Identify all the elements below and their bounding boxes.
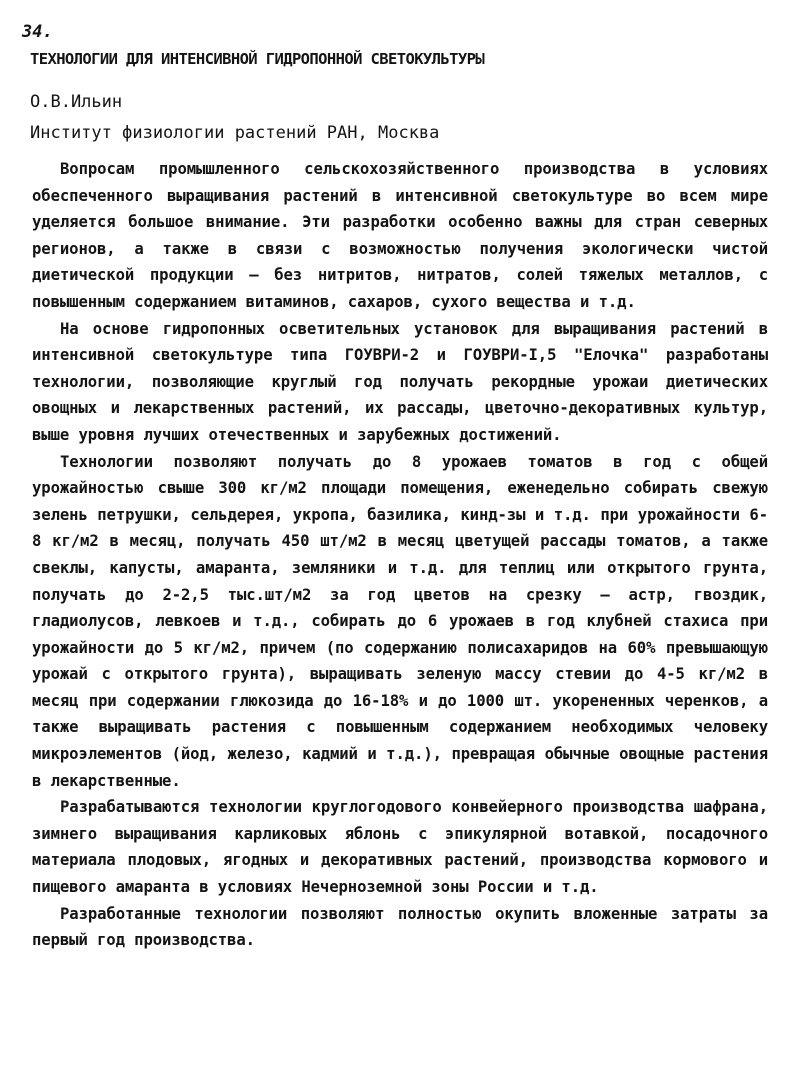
paragraph: Разрабатываются технологии круглогодового конвейерного производства шафрана, зимнего выращивания карликовых яблонь с эпикулярной вотавкой, посадочного материала плодовых, ягодных и декоративных растений, производства кормового и пищевого амаранта в условиях Нечерноземной зоны России и т.д. [32,798,768,897]
page-number: 34. [22,22,53,42]
article-title: ТЕХНОЛОГИИ ДЛЯ ИНТЕНСИВНОЙ ГИДРОПОННОЙ СВЕТОКУЛЬТУРЫ [30,50,485,68]
paragraph: Технологии позволяют получать до 8 урожаев томатов в год с общей урожайностью свыше 300 кг/м2 площади помещения, еженедельно собирать свежую зелень петрушки, сельдерея, укропа, базилика, кинд-зы и т.д. при урожайности 6-8 кг/м2 в месяц, получать 450 шт/м2 в месяц цветущей рассады томатов, а также свеклы, капусты, амаранта, земляники и т.д. для теплиц или открытого грунта, получать до 2-2,5 тыс.шт/м2 за год цветов на срезку – астр, гвоздик, гладиолусов, левкоев и т.д., собирать до 6 урожаев в год клубней стахиса при урожайности до 5 кг/м2, причем (по содержанию полисахаридов на 60% превышающую урожай с открытого грунта), выращивать зеленую массу стевии до 4-5 кг/м2 в месяц при содержании глюкозида до 16-18% и до 1000 шт. укорененных черенков, а также выращивать растения с повышенным содержанием необходимых человеку микроэлементов (йод, железо, кадмий и т.д.), превращая обычные овощные растения в лекарственные. [32,452,768,790]
article-body [32,156,768,954]
author-affiliation: Институт физиологии растений РАН, Москва [30,123,440,143]
paragraph: На основе гидропонных осветительных установок для выращивания растений в интенсивной светокультуре типа ГОУВРИ-2 и ГОУВРИ-I,5 "Елочка" разработаны технологии, позволяющие круглый год получать рекордные урожаи диетических овощных и лекарственных растений, их рассады, цветочно-декоративных культур, выше уровня лучших отечественных и зарубежных достижений. [32,319,768,444]
paragraph: Вопросам промышленного сельскохозяйственного производства в условиях обеспеченного выращивания растений в интенсивной светокультуре во всем мире уделяется большое внимание. Эти разработки особенно важны для стран северных регионов, а также в связи с возможностью получения экологически чистой диетической продукции – без нитритов, нитратов, солей тяжелых металлов, с повышенным содержанием витаминов, сахаров, сухого вещества и т.д. [32,160,768,311]
author-name: О.В.Ильин [30,92,123,112]
paragraph: Разработанные технологии позволяют полностью окупить вложенные затраты за первый год производства. [32,904,768,950]
